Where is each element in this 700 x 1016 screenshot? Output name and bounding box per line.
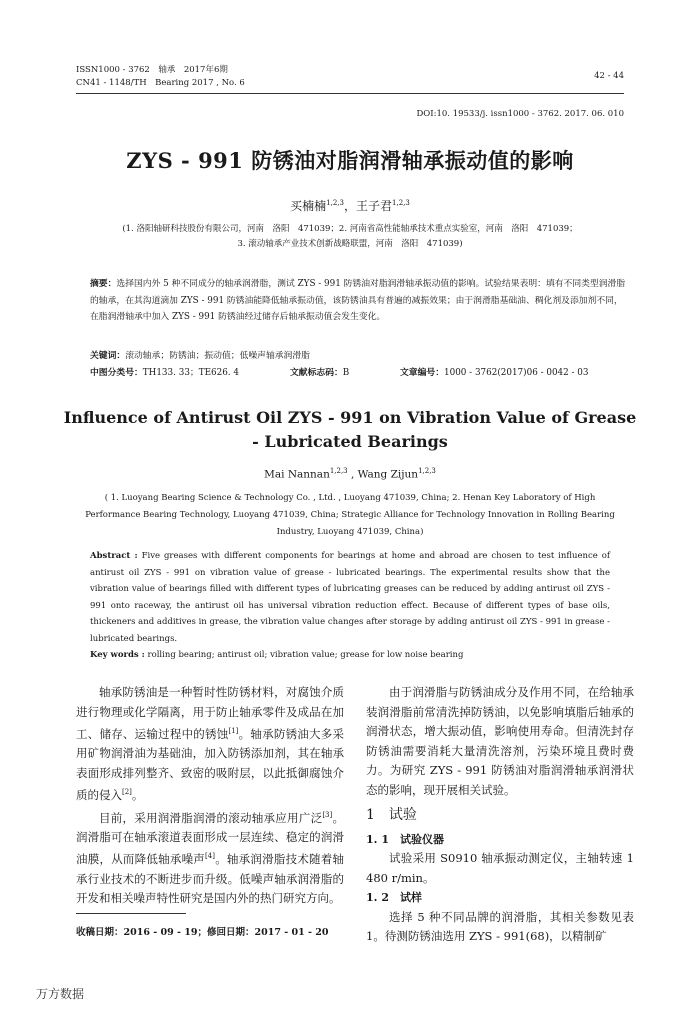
citation: [2] <box>122 788 132 797</box>
paragraph: 轴承防锈油是一种暂时性防锈材料，对腐蚀介质进行物理或化学隔离，用于防止轴承零件及成品在加工、储存、运输过程中的锈蚀[1]。轴承防锈油大多采用矿物润滑油为基础油，加入防锈添加剂，其在轴承表面形成排列整齐、致密的吸附层，以此抵御腐蚀介质的侵入[2]。 <box>76 685 344 803</box>
paragraph: 选择 5 种不同品牌的润滑脂，其相关参数见表 1。待测防锈油选用 ZYS - 991(68)，以精制矿 <box>366 909 634 943</box>
body-left-column <box>76 683 344 909</box>
cn-abstract-label: 摘要： <box>90 279 117 289</box>
cls-label: 中图分类号： <box>90 368 143 378</box>
artno-label: 文章编号： <box>400 368 444 378</box>
en-author-2: Wang Zijun <box>357 468 419 481</box>
journal-header <box>76 64 245 90</box>
subsection-heading: 1. 1 试验仪器 <box>366 832 444 846</box>
en-author-1: Mai Nannan <box>264 468 330 481</box>
en-affiliations: ( 1. Luoyang Bearing Science & Technology Co. , Ltd. , Luoyang 471039, China; 2. Henan Key Laboratory of High Performance Bearing Technology, Luoyang 471039, China; Strategic Alliance for Technology Innovation in Rolling Bearing Industry, Luoyang 471039, China) <box>85 493 615 537</box>
cn-kw-label: 关键词： <box>90 351 126 361</box>
citation: [3] <box>322 810 333 819</box>
page-range: 42 - 44 <box>594 71 624 81</box>
body-right-column <box>366 683 634 947</box>
author-1: 买楠楠 <box>290 199 327 213</box>
paragraph: 由于润滑脂与防锈油成分及作用不同，在给轴承装润滑脂前常清洗掉防锈油，以免影响填脂后轴承的润滑状态，增大振动值，影响使用寿命。但清洗封存防锈油需要消耗大量清洗溶剂，污染环境且费时费力。为研究 ZYS - 991 防锈油对脂润滑轴承润滑状态的影响，现开展相关试验。 <box>366 685 634 797</box>
cn-affil-line2: 3. 滚动轴承产业技术创新战略联盟，河南 洛阳 471039) <box>237 239 463 249</box>
code-value: B <box>342 368 350 378</box>
en-author-sep: , <box>347 468 358 481</box>
received-dates: 收稿日期：2016 - 09 - 19；修回日期：2017 - 01 - 20 <box>76 927 329 938</box>
en-authors <box>0 467 700 481</box>
paragraph: 目前，采用润滑脂润滑的滚动轴承应用广泛[3]。润滑脂可在轴承滚道表面形成一层连续、稳定的润滑油膜，从而降低轴承噪声[4]。轴承润滑脂技术随着轴承行业技术的不断进步而升级。低噪声轴承润滑脂的开发和相关噪声特性研究是国内外的热门研究方向。 <box>76 810 345 906</box>
subsection-heading: 1. 2 试样 <box>366 891 422 904</box>
header-divider <box>76 93 624 94</box>
en-author-2-sup: 1,2,3 <box>418 467 436 475</box>
citation: [1] <box>228 727 239 735</box>
cn-abstract-text: 选择国内外 5 种不同成分的轴承润滑脂，测试 ZYS - 991 防锈油对脂润滑轴承振动值的影响。试验结果表明：填有不同类型润滑脂的轴承，在其沟道滴加 ZYS - 991 防锈油能降低轴承振动值，该防锈油具有普遍的减振效果；由于润滑脂基础油、稠化剂及添加剂不同，在脂润滑轴承中加入 ZYS - 991 防锈油经过储存后轴承振动值会发生变化。 <box>90 279 626 322</box>
cn-keywords <box>90 348 310 361</box>
cn-title: ZYS - 991 防锈油对脂润滑轴承振动值的影响 <box>126 148 574 173</box>
cn-classification <box>90 365 630 378</box>
cn-authors <box>0 197 700 214</box>
author-1-sup: 1,2,3 <box>326 199 344 207</box>
en-abstract-label: Abstract : <box>90 551 138 561</box>
author-2: 王子君 <box>356 199 393 213</box>
citation: [4] <box>205 852 215 861</box>
footnote-divider <box>76 913 186 914</box>
en-kw-text: rolling bearing; antirust oil; vibration value; grease for low noise bearing <box>144 650 464 660</box>
en-title: Influence of Antirust Oil ZYS - 991 on Vibration Value of Grease - Lubricated Bearings <box>63 408 637 451</box>
artno-value: 1000 - 3762(2017)06 - 0042 - 03 <box>444 368 589 378</box>
cn-abstract <box>90 276 630 326</box>
cls-value: TH133. 33；TE626. 4 <box>142 368 239 378</box>
en-author-1-sup: 1,2,3 <box>329 467 348 475</box>
author-sep: ， <box>343 199 356 213</box>
issn-line: ISSN1000 - 3762 轴承 2017年6期 <box>76 65 228 75</box>
section-heading: 1 试验 <box>366 807 417 823</box>
author-2-sup: 1,2,3 <box>392 199 410 207</box>
en-abstract <box>90 548 610 664</box>
cn-line: CN41 - 1148/TH Bearing 2017 , No. 6 <box>76 78 245 88</box>
doi: DOI:10. 19533/j. issn1000 - 3762. 2017. 06. 010 <box>416 109 624 119</box>
en-abstract-text: Five greases with different components for bearings at home and abroad are chosen to test influence of antirust oil ZYS - 991 on vibration value of grease - lubricated bearings. The experimental results show that the vibration value of bearings filled with different types of lubricating greases can be reduced by adding antirust oil ZYS - 991 onto raceway, the antirust oil has universal vibration reduction effect. Because of different types of base oils, thickeners and additives in grease, the vibration value changes after storage by adding antirust oil ZYS - 991 in grease - lubricated bearings. <box>90 551 610 644</box>
cn-kw-text: 滚动轴承；防锈油；振动值；低噪声轴承润滑脂 <box>125 351 310 361</box>
cn-affil-line1: (1. 洛阳轴研科技股份有限公司，河南 洛阳 471039；2. 河南省高性能轴承技术重点实验室，河南 洛阳 471039； <box>122 224 578 234</box>
en-kw-label: Key words : <box>90 650 145 660</box>
cn-affiliations <box>70 222 630 252</box>
watermark: 万方数据 <box>36 987 85 1001</box>
paragraph: 试验采用 S0910 轴承振动测定仪，主轴转速 1 480 r/min。 <box>366 851 634 885</box>
code-label: 文献标志码： <box>290 368 343 378</box>
